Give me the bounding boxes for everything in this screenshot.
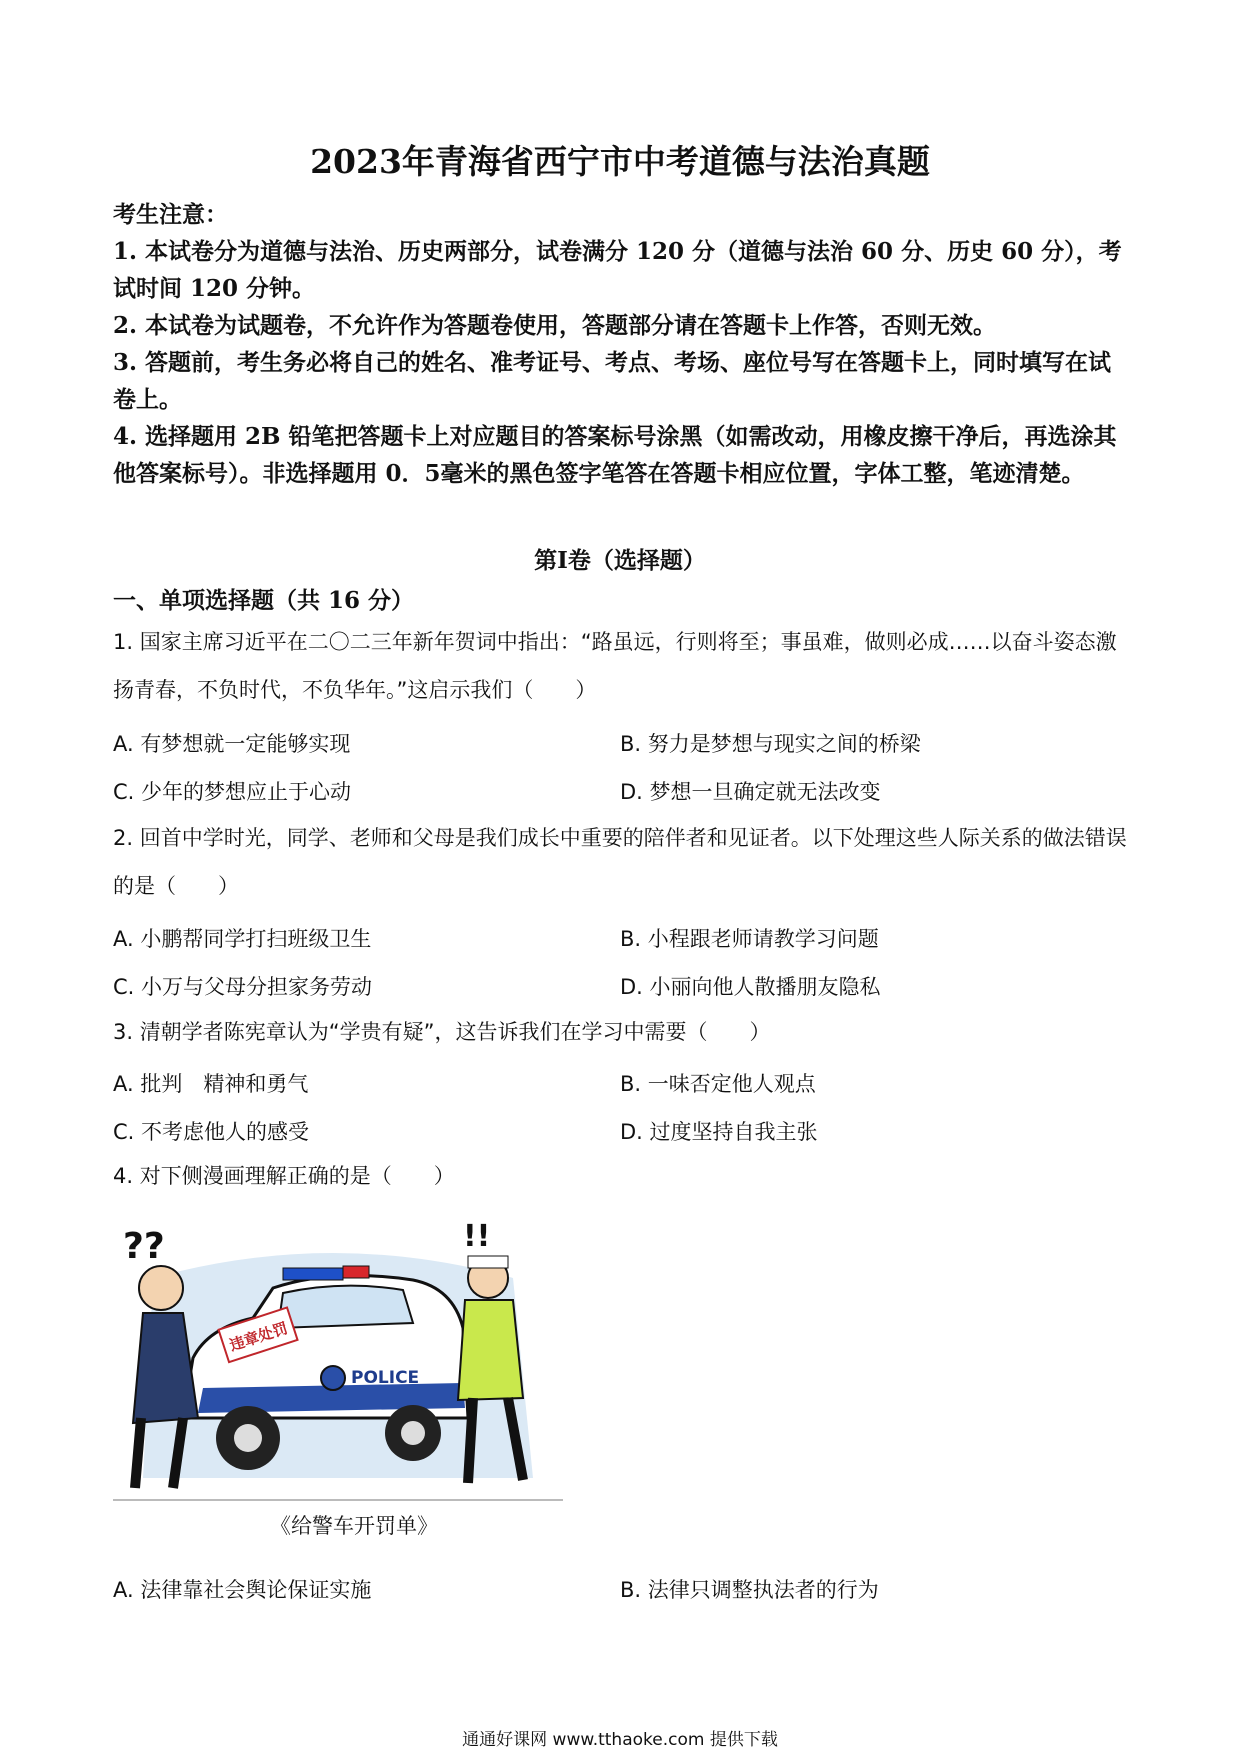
volume-title: 第Ⅰ卷（选择题） xyxy=(534,547,706,574)
siren-red-icon xyxy=(343,1266,369,1278)
siren-blue-icon xyxy=(283,1268,343,1280)
section-title: 一、单项选择题（共 16 分） xyxy=(113,587,415,614)
traffic-officer-cap xyxy=(468,1256,508,1268)
download-footer: 通通好课网 www.tthaoke.com 提供下载 xyxy=(462,1730,778,1750)
question-marks-icon: ?? xyxy=(123,1226,165,1267)
question-1-stem: 1. 国家主席习近平在二〇二三年新年贺词中指出：“路虽远，行则将至；事虽难，做则必成……以奋斗姿态激扬青春，不负时代，不负华年。”这启示我们（ ） xyxy=(113,630,1117,702)
question-3-option-a: A. 批判 精神和勇气 xyxy=(113,1072,309,1096)
question-2-option-b: B. 小程跟老师请教学习问题 xyxy=(620,927,879,951)
question-2-option-a: A. 小鹏帮同学打扫班级卫生 xyxy=(113,927,372,951)
confused-officer-head xyxy=(139,1266,183,1310)
notice-item-3: 3. 答题前，考生务必将自己的姓名、准考证号、考点、考场、座位号写在答题卡上，同时填写在试卷上。 xyxy=(113,349,1112,413)
notice-block xyxy=(113,196,1133,492)
question-1-option-c: C. 少年的梦想应止于心动 xyxy=(113,780,352,804)
front-hubcap xyxy=(234,1424,262,1452)
car-windshield xyxy=(278,1286,413,1328)
cartoon-caption: 《给警车开罚单》 xyxy=(270,1514,438,1538)
traffic-officer-vest xyxy=(458,1300,523,1400)
question-4-option-b: B. 法律只调整执法者的行为 xyxy=(620,1578,879,1602)
notice-item-1: 1. 本试卷分为道德与法治、历史两部分，试卷满分 120 分（道德与法治 60 分、历史 60 分），考试时间 120 分钟。 xyxy=(113,238,1122,302)
question-3-option-d: D. 过度坚持自我主张 xyxy=(620,1120,818,1144)
question-3-option-b: B. 一味否定他人观点 xyxy=(620,1072,816,1096)
police-car-cartoon xyxy=(113,1218,563,1508)
question-2-option-c: C. 小万与父母分担家务劳动 xyxy=(113,975,373,999)
notice-item-4: 4. 选择题用 2B 铅笔把答题卡上对应题目的答案标号涂黑（如需改动，用橡皮擦干净后，再选涂其他答案标号）。非选择题用 0．5毫米的黑色签字笔答在答题卡相应位置，字体工整，笔迹清楚。 xyxy=(113,423,1117,487)
police-badge-icon xyxy=(321,1366,345,1390)
exclamation-marks-icon: !! xyxy=(463,1219,491,1254)
question-3-option-c: C. 不考虑他人的感受 xyxy=(113,1120,310,1144)
car-police-label: POLICE xyxy=(351,1368,420,1388)
page-title: 2023年青海省西宁市中考道德与法治真题 xyxy=(310,142,930,181)
question-4-stem: 4. 对下侧漫画理解正确的是（ ） xyxy=(113,1164,455,1188)
notice-item-2: 2. 本试卷为试题卷，不允许作为答题卷使用，答题部分请在答题卡上作答，否则无效。 xyxy=(113,312,997,339)
question-3-stem: 3. 清朝学者陈宪章认为“学贵有疑”，这告诉我们在学习中需要（ ） xyxy=(113,1020,771,1044)
question-2-stem: 2. 回首中学时光，同学、老师和父母是我们成长中重要的陪伴者和见证者。以下处理这些人际关系的做法错误的是（ ） xyxy=(113,826,1127,898)
question-4-option-a: A. 法律靠社会舆论保证实施 xyxy=(113,1578,372,1602)
ticket-text: 违章处罚 xyxy=(227,1318,290,1355)
question-1-option-a: A. 有梦想就一定能够实现 xyxy=(113,732,351,756)
question-1-option-d: D. 梦想一旦确定就无法改变 xyxy=(620,780,881,804)
rear-hubcap xyxy=(401,1421,425,1445)
question-2-option-d: D. 小丽向他人散播朋友隐私 xyxy=(620,975,881,999)
notice-heading: 考生注意： xyxy=(113,201,228,228)
question-1-option-b: B. 努力是梦想与现实之间的桥梁 xyxy=(620,732,921,756)
